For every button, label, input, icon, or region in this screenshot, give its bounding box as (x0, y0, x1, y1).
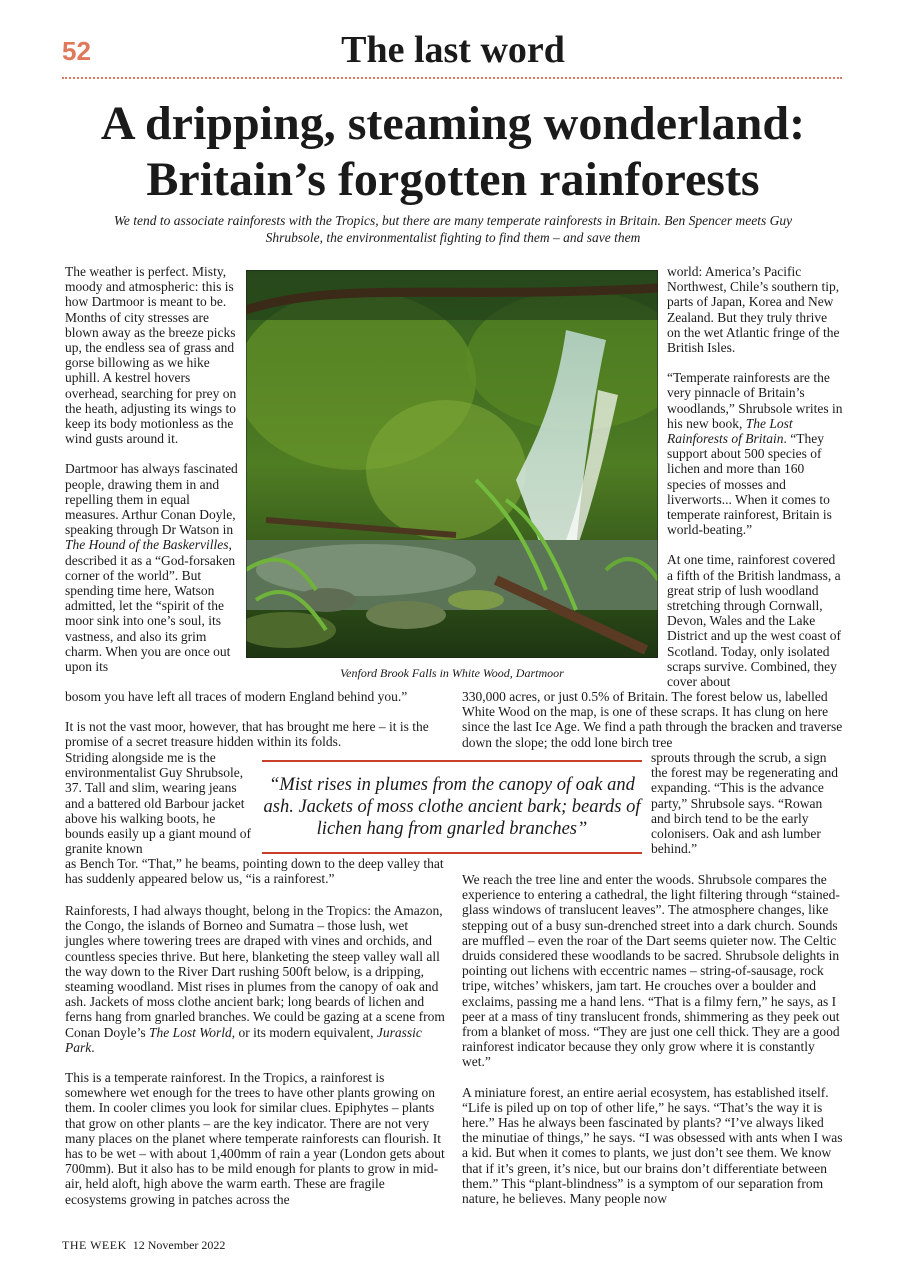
paragraph: A miniature forest, an entire aerial ecosystem, has established itself. “Life is piled up on top of other life,” he says. “That’s the way it is here.” Has he always been fascinated by plants? “I’ve always liked the minutiae of things,” he says. “I was obsessed with ants when I was a kid. But when it comes to plants, we just don’t see them. We know that if it’s green, it’s nice, but our brains don’t differentiate between them.” This “plant-blindness” is a symptom of our separation from nature, he believes. Many people now (462, 1084, 843, 1207)
text-run: , described it as a “God-forsaken corner of the world”. But spending time here, Watson admitted, let the “spirit of the moor sink into one’s soul, its vastness, and also its grim charm. When you are once out upon its (65, 537, 236, 675)
text-run: , or its modern equivalent, (231, 1024, 377, 1040)
book-title: The Lost Rainforests of Britain (667, 415, 793, 447)
waterfall-illustration (246, 270, 658, 658)
article-headline (40, 96, 866, 208)
rainforest-photo (246, 270, 658, 658)
book-title: The Hound of the Baskervilles (65, 537, 229, 553)
text-run: . “They support about 500 species of lichen and more than 160 species of mosses and liverworts... When it comes to temperate rainforest, Britain is world-beating.” (667, 431, 832, 538)
right-column-top (667, 264, 843, 689)
left-column-top (65, 264, 241, 674)
paragraph: 330,000 acres, or just 0.5% of Britain. The forest below us, labelled White Wood on the map, is one of these scraps. It has clung on here since the last Ice Age. We find a path through the bracken and traverse down the slope; the odd lone birch tree (462, 689, 843, 750)
film-title: Jurassic Park (65, 1024, 422, 1055)
paragraph: bosom you have left all traces of modern England behind you.” (65, 689, 408, 704)
text-run: Rainforests, I had always thought, belong in the Tropics: the Amazon, the Congo, the islands of Borneo and Sumatra – those lush, wet jungles where towering trees are draped with vines and orchids, and countless species thrive. But here, blanketing the steep valley wall all the way down to the River Dart rushing 500ft below, is a dripping, steaming woodland. Mist rises in plumes from the canopy of oak and ash. Jackets of moss clothe ancient bark; long beards of lichen and ferns hang from gnarled branches. We could be gazing at a scene from Conan Doyle’s (65, 903, 445, 1040)
right-column-narrow (651, 750, 843, 856)
text-run: . (91, 1039, 95, 1055)
right-column-bottom (462, 872, 843, 1206)
left-column-mid-wide (65, 856, 445, 886)
standfirst: We tend to associate rainforests with the Tropics, but there are many temperate rainforests in Britain. Ben Spencer meets Guy Shrubsole, the environmentalist fighting to find them – and save them (113, 213, 793, 245)
section-title: The last word (341, 29, 565, 71)
publication-name: THE WEEK (62, 1238, 127, 1252)
text-run: “Temperate rainforests are the very pinnacle of Britain’s woodlands,” Shrubsole writes in his new book, (667, 370, 843, 431)
paragraph (667, 370, 843, 537)
paragraph: sprouts through the scrub, a sign the forest may be regenerating and expanding. “This is the advance party,” Shrubsole says. “Rowan and birch tend to be the early colonisers. Oak and ash lumber behind.” (651, 750, 839, 857)
page-number: 52 (62, 36, 91, 66)
paragraph (65, 461, 241, 674)
headline-line-2: Britain’s forgotten rainforests (146, 153, 760, 206)
book-title: The Lost World (149, 1024, 232, 1040)
paragraph: The weather is perfect. Misty, moody and atmospheric: this is how Dartmoor is meant to be. Months of city stresses are blown away as the breeze picks up, the endless sea of grass and gorse billowing as we hike uphill. A kestrel hovers overhead, searching for prey on the heath, adjusting its wings to keep its body motionless as the wind gusts around it. (65, 264, 237, 447)
page-footer (62, 1238, 225, 1253)
paragraph: as Bench Tor. “That,” he beams, pointing down to the deep valley that has suddenly appeared below us, “is a rainforest.” (65, 856, 444, 887)
dotted-divider (62, 77, 842, 79)
left-column-bottom (65, 903, 445, 1207)
paragraph: We reach the tree line and enter the woods. Shrubsole compares the experience to entering a cathedral, the light filtering through “stained-glass windows of translucent leaves”. The atmosphere changes, like stepping out of a busy sun-drenched street into a dark church. Sounds are muffled – even the roar of the Dart seems quieter now. The Celtic druids considered these woodlands to be sacred. Shrubsole delights in pointing out lichens with eccentric names – string-of-sausage, rock tripe, witches’ whiskers, jam tart. He crouches over a boulder and exclaims, passing me a hand lens. “That is a filmy fern,” he says, as I peer at a mass of tiny translucent fronds, shimmering as they peek out from a blanket of moss. “They are just one cell thick. They are a good rainforest indicator because they only grow where it is constantly wet.” (462, 872, 840, 1070)
headline-line-1: A dripping, steaming wonderland: (100, 97, 806, 150)
issue-date: 12 November 2022 (132, 1238, 226, 1252)
left-column-continuation (65, 689, 465, 704)
paragraph: Striding alongside me is the environmentalist Guy Shrubsole, 37. Tall and slim, wearing jeans and a battered old Barbour jacket above his walking boots, he bounds easily up a giant mound of granite known (65, 750, 251, 857)
text-run: Dartmoor has always fascinated people, drawing them in and repelling them in equal measures. Arthur Conan Doyle, speaking through Dr Watson in (65, 461, 238, 538)
paragraph: This is a temperate rainforest. In the Tropics, a rainforest is somewhere wet enough for the trees to have other plants growing on them. In cooler climes you look for similar clues. Epiphytes – plants that grow on other plants – are the key indicator. There are not very many places on the planet where temperate rainforests can flourish. It has to be wet – with about 1,400mm of rain a year (London gets about 700mm). But it also has to be mild enough for plants to grow in mid-air, held aloft, high above the warm earth. These are fragile ecosystems growing in patches across the (65, 1070, 445, 1207)
photo-caption: Venford Brook Falls in White Wood, Dartmoor (340, 666, 564, 680)
paragraph: world: America’s Pacific Northwest, Chile’s southern tip, parts of Japan, Korea and New Zealand. But they truly thrive on the wet Atlantic fringe of the British Isles. (667, 264, 840, 356)
paragraph: It is not the vast moor, however, that has brought me here – it is the promise of a secret treasure hidden within its folds. (65, 719, 429, 750)
right-column-continuation (462, 689, 843, 750)
pull-quote: “Mist rises in plumes from the canopy of oak and ash. Jackets of moss clothe ancient bark; beards of lichen hang from gnarled branches” (262, 760, 642, 854)
left-column-mid-narrow (65, 750, 257, 856)
left-column-mid-intro (65, 719, 445, 749)
paragraph (65, 903, 445, 1055)
paragraph: At one time, rainforest covered a fifth of the British landmass, a great strip of lush woodland stretching through Cornwall, Devon, Wales and the Lake District and up the west coast of Scotland. Today, only isolated scraps survive. Combined, they cover about (667, 552, 841, 690)
